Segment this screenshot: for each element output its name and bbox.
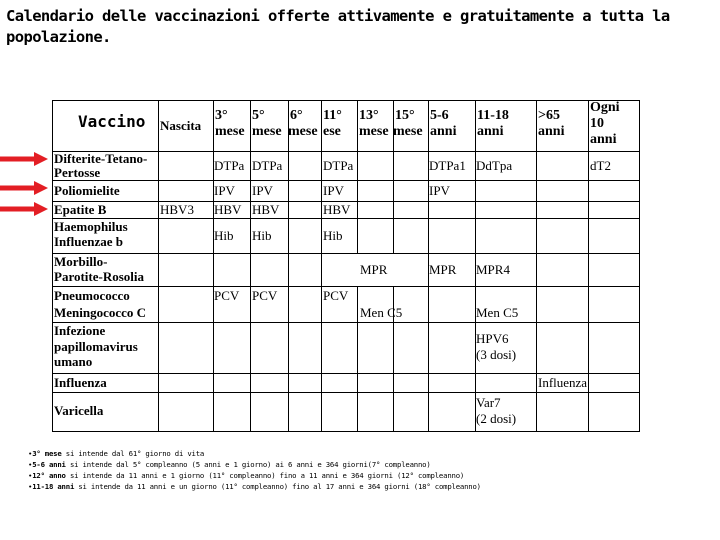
cell-hib-3: Hib (214, 228, 234, 243)
arrow-right-icon (0, 202, 48, 216)
cell-hbv-nascita: HBV3 (160, 202, 194, 217)
cell-dtp-11-18: DdTpa (476, 158, 513, 173)
header-11-18-anni-bot: anni (477, 124, 504, 139)
vaccine-dtp-line1: Difterite-Tetano- (54, 151, 148, 166)
vaccine-mpr-line2: Parotite-Rosolia (54, 269, 145, 284)
cell-hib-11: Hib (323, 228, 343, 243)
header-65-anni-bot: anni (538, 124, 565, 139)
cell-dtp-11: DTPa (323, 158, 354, 173)
header-vaccino: Vaccino (78, 112, 146, 131)
vaccine-hpv-line1: Infezione (54, 323, 106, 338)
page-title: Calendario delle vaccinazioni offerte attivamente e gratuitamente a tutta la popolazione. (6, 7, 670, 46)
vaccine-varicella: Varicella (54, 403, 104, 418)
vaccine-polio: Poliomielite (54, 183, 120, 198)
cell-dtp-ogni-10: dT2 (590, 158, 611, 173)
header-13-mese-bot: mese (359, 124, 389, 139)
cell-menc-11-18: Men C5 (476, 305, 519, 320)
vaccine-hpv-line3: umano (54, 354, 93, 369)
footnote: •12° anno si intende da 11 anni e 1 giorno (11° compleanno) fino a 11 anni e 364 giorni (12° compleanno) (28, 471, 465, 480)
cell-influenza-65: Influenza (538, 375, 588, 390)
header-65-anni-top: >65 (538, 108, 560, 123)
vaccine-hib-line2: Influenzae b (54, 234, 123, 249)
cell-mpr-5-6: MPR (429, 262, 457, 277)
header-11-18-anni-top: 11-18 (477, 108, 509, 123)
vaccine-influenza: Influenza (54, 375, 107, 390)
cell-dtp-3: DTPa (214, 158, 245, 173)
arrow-right-icon (0, 152, 48, 166)
cell-ipv-3: IPV (214, 183, 235, 198)
cell-mpr-13-15: MPR (360, 262, 388, 277)
cell-pcv-11: PCV (323, 288, 349, 303)
header-6-mese-top: 6° (290, 108, 303, 123)
header-ogni-top: Ogni (590, 100, 620, 115)
header-5-mese-top: 5° (252, 108, 265, 123)
cell-hbv-3: HBV (214, 202, 242, 217)
header-ogni-mid: 10 (590, 116, 604, 131)
cell-hpv-line2: (3 dosi) (476, 347, 517, 362)
cell-hbv-5: HBV (252, 202, 280, 217)
vaccine-menc: Meningococco C (54, 305, 147, 320)
cell-hpv-line1: HPV6 (476, 331, 509, 346)
cell-dtp-5-6: DTPa1 (429, 158, 466, 173)
footnotes (28, 448, 481, 492)
cell-dtp-5: DTPa (252, 158, 283, 173)
vaccine-mpr-line1: Morbillo- (54, 254, 108, 269)
header-nascita: Nascita (160, 118, 202, 133)
vaccine-epatite: Epatite B (54, 202, 107, 217)
header-3-mese-bot: mese (215, 124, 245, 139)
vaccine-hpv-line2: papillomavirus (54, 339, 138, 354)
cell-menc-13-15: Men C5 (360, 305, 403, 320)
vaccine-dtp-line2: Pertosse (54, 165, 101, 180)
cell-pcv-3: PCV (214, 288, 240, 303)
cell-pcv-5: PCV (252, 288, 278, 303)
vaccine-pneumo: Pneumococco (54, 288, 130, 303)
header-ogni-bot: anni (590, 132, 617, 147)
header-3-mese-top: 3° (215, 108, 228, 123)
cell-var-line1: Var7 (476, 395, 501, 410)
cell-hbv-11: HBV (323, 202, 351, 217)
header-5-6-anni-top: 5-6 (430, 108, 449, 123)
cell-ipv-5-6: IPV (429, 183, 450, 198)
footnote: •5-6 anni si intende dal 5° compleanno (5 anni e 1 giorno) ai 6 anni e 364 giorni(7° compleanno) (28, 460, 431, 469)
cell-var-line2: (2 dosi) (476, 411, 517, 426)
vaccine-hib-line1: Haemophilus (54, 219, 128, 234)
header-11-mese-top: 11° (323, 108, 342, 123)
cell-mpr-11-18: MPR4 (476, 262, 510, 277)
footnote: •3° mese si intende dal 61° giorno di vita (28, 449, 205, 458)
header-5-mese-bot: mese (252, 124, 282, 139)
header-6-mese-bot: mese (288, 124, 318, 139)
vaccination-schedule-table (52, 100, 640, 432)
header-5-6-anni-bot: anni (430, 124, 457, 139)
cell-ipv-11: IPV (323, 183, 344, 198)
header-13-mese-top: 13° (359, 108, 379, 123)
header-11-mese-bot: ese (323, 124, 341, 139)
arrow-right-icon (0, 181, 48, 195)
footnote: •11-18 anni si intende da 11 anni e un giorno (11° compleanno) fino al 17 anni e 364 giorni (18° compleanno) (28, 482, 481, 491)
cell-hib-5: Hib (252, 228, 272, 243)
header-15-mese-top: 15° (395, 108, 415, 123)
cell-ipv-5: IPV (252, 183, 273, 198)
header-15-mese-bot: mese (393, 124, 423, 139)
